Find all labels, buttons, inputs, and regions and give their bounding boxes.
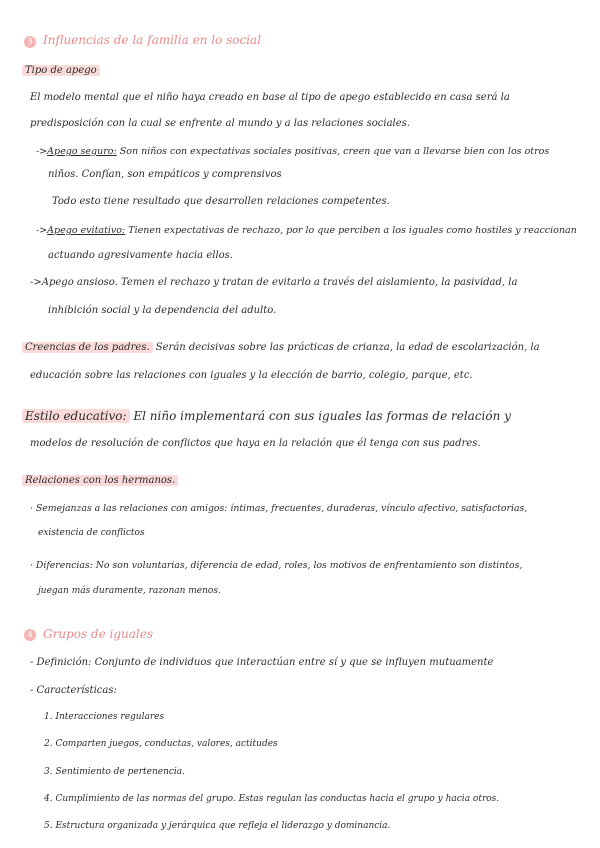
arrow: -> [30, 277, 42, 288]
apego-evitativo-line [36, 224, 577, 237]
text-line: actuando agresivamente hacia ellos. [48, 250, 233, 261]
list-item: 4. Cumplimiento de las normas del grupo. Estas regulan las conductas hacia el grupo y hacia otros. [44, 794, 500, 804]
highlight: Tipo de apego [22, 65, 100, 76]
text: Son niños con expectativas sociales positivas, creen que van a llevarse bien con los otros [116, 146, 550, 157]
text-line: modelos de resolución de conflictos que haya en la relación que él tenga con sus padres. [30, 438, 481, 449]
text: Temen el rechazo y tratan de evitarlo a través del aislamiento, la pasividad, la [117, 277, 518, 288]
text-line: Todo esto tiene resultado que desarrollen relaciones competentes. [52, 196, 390, 207]
list-item: 1. Interacciones regulares [44, 712, 165, 722]
text-line: El modelo mental que el niño haya creado en base al tipo de apego establecido en casa será la [30, 92, 510, 103]
term-apego-seguro: Apego seguro: [47, 146, 117, 157]
section-title: Grupos de iguales [43, 627, 154, 641]
text-line: niños. Confían, son empáticos y comprensivos [48, 169, 282, 180]
text: Conjunto de individuos que interactúan entre sí y que se influyen mutuamente [91, 657, 494, 668]
text-line: educación sobre las relaciones con iguales y la elección de barrio, colegio, parque, etc. [30, 370, 473, 381]
list-item: 5. Estructura organizada y jerárquica que refleja el liderazgo y dominancia. [44, 821, 391, 831]
creencias-line [22, 341, 540, 354]
text-line: · Diferencias: No son voluntarias, diferencia de edad, roles, los motivos de enfrentamiento son distintos, [30, 560, 523, 571]
apego-ansioso-line [30, 276, 517, 289]
highlight-creencias: Creencias de los padres. [22, 342, 153, 353]
subheading-tipo-apego [22, 64, 100, 77]
text-line: predisposición con la cual se enfrente al mundo y a las relaciones sociales. [30, 118, 410, 129]
term-apego-ansioso: Apego ansioso. [41, 277, 118, 288]
definicion-line [30, 656, 493, 669]
estilo-line [22, 410, 511, 424]
section-title: Influencias de la familia en lo social [43, 33, 262, 47]
subheading-hermanos [22, 474, 178, 487]
list-item: 2. Comparten juegos, conductas, valores, actitudes [44, 739, 278, 749]
text-line: existencia de conflictos [38, 528, 145, 538]
text: El niño implementará con sus iguales las formas de relación y [129, 409, 511, 423]
text-line: · Semejanzas a las relaciones con amigos: íntimas, frecuentes, duraderas, vínculo afectivo, satisfactorias, [30, 503, 528, 514]
apego-seguro-line [36, 145, 549, 158]
highlight: Relaciones con los hermanos. [22, 475, 178, 486]
list-item: 3. Sentimiento de pertenencia. [44, 767, 186, 777]
highlight-estilo: Estilo educativo: [22, 409, 130, 423]
term-apego-evitativo: Apego evitativo: [47, 225, 126, 236]
text-line: juegan más duramente, razonan menos. [38, 586, 221, 596]
caracteristicas-label: - Características: [30, 685, 117, 696]
section-number-badge: 4 [24, 629, 36, 641]
section-number-badge: 3 [24, 36, 36, 48]
text: Serán decisivas sobre las prácticas de crianza, la edad de escolarización, la [152, 342, 540, 353]
term-definicion: - Definición: [30, 657, 92, 668]
arrow: -> [36, 225, 48, 236]
text: Tienen expectativas de rechazo, por lo que perciben a los iguales como hostiles y reaccionan [125, 225, 577, 236]
arrow: -> [36, 146, 48, 157]
text-line: inhibición social y la dependencia del adulto. [48, 305, 277, 316]
